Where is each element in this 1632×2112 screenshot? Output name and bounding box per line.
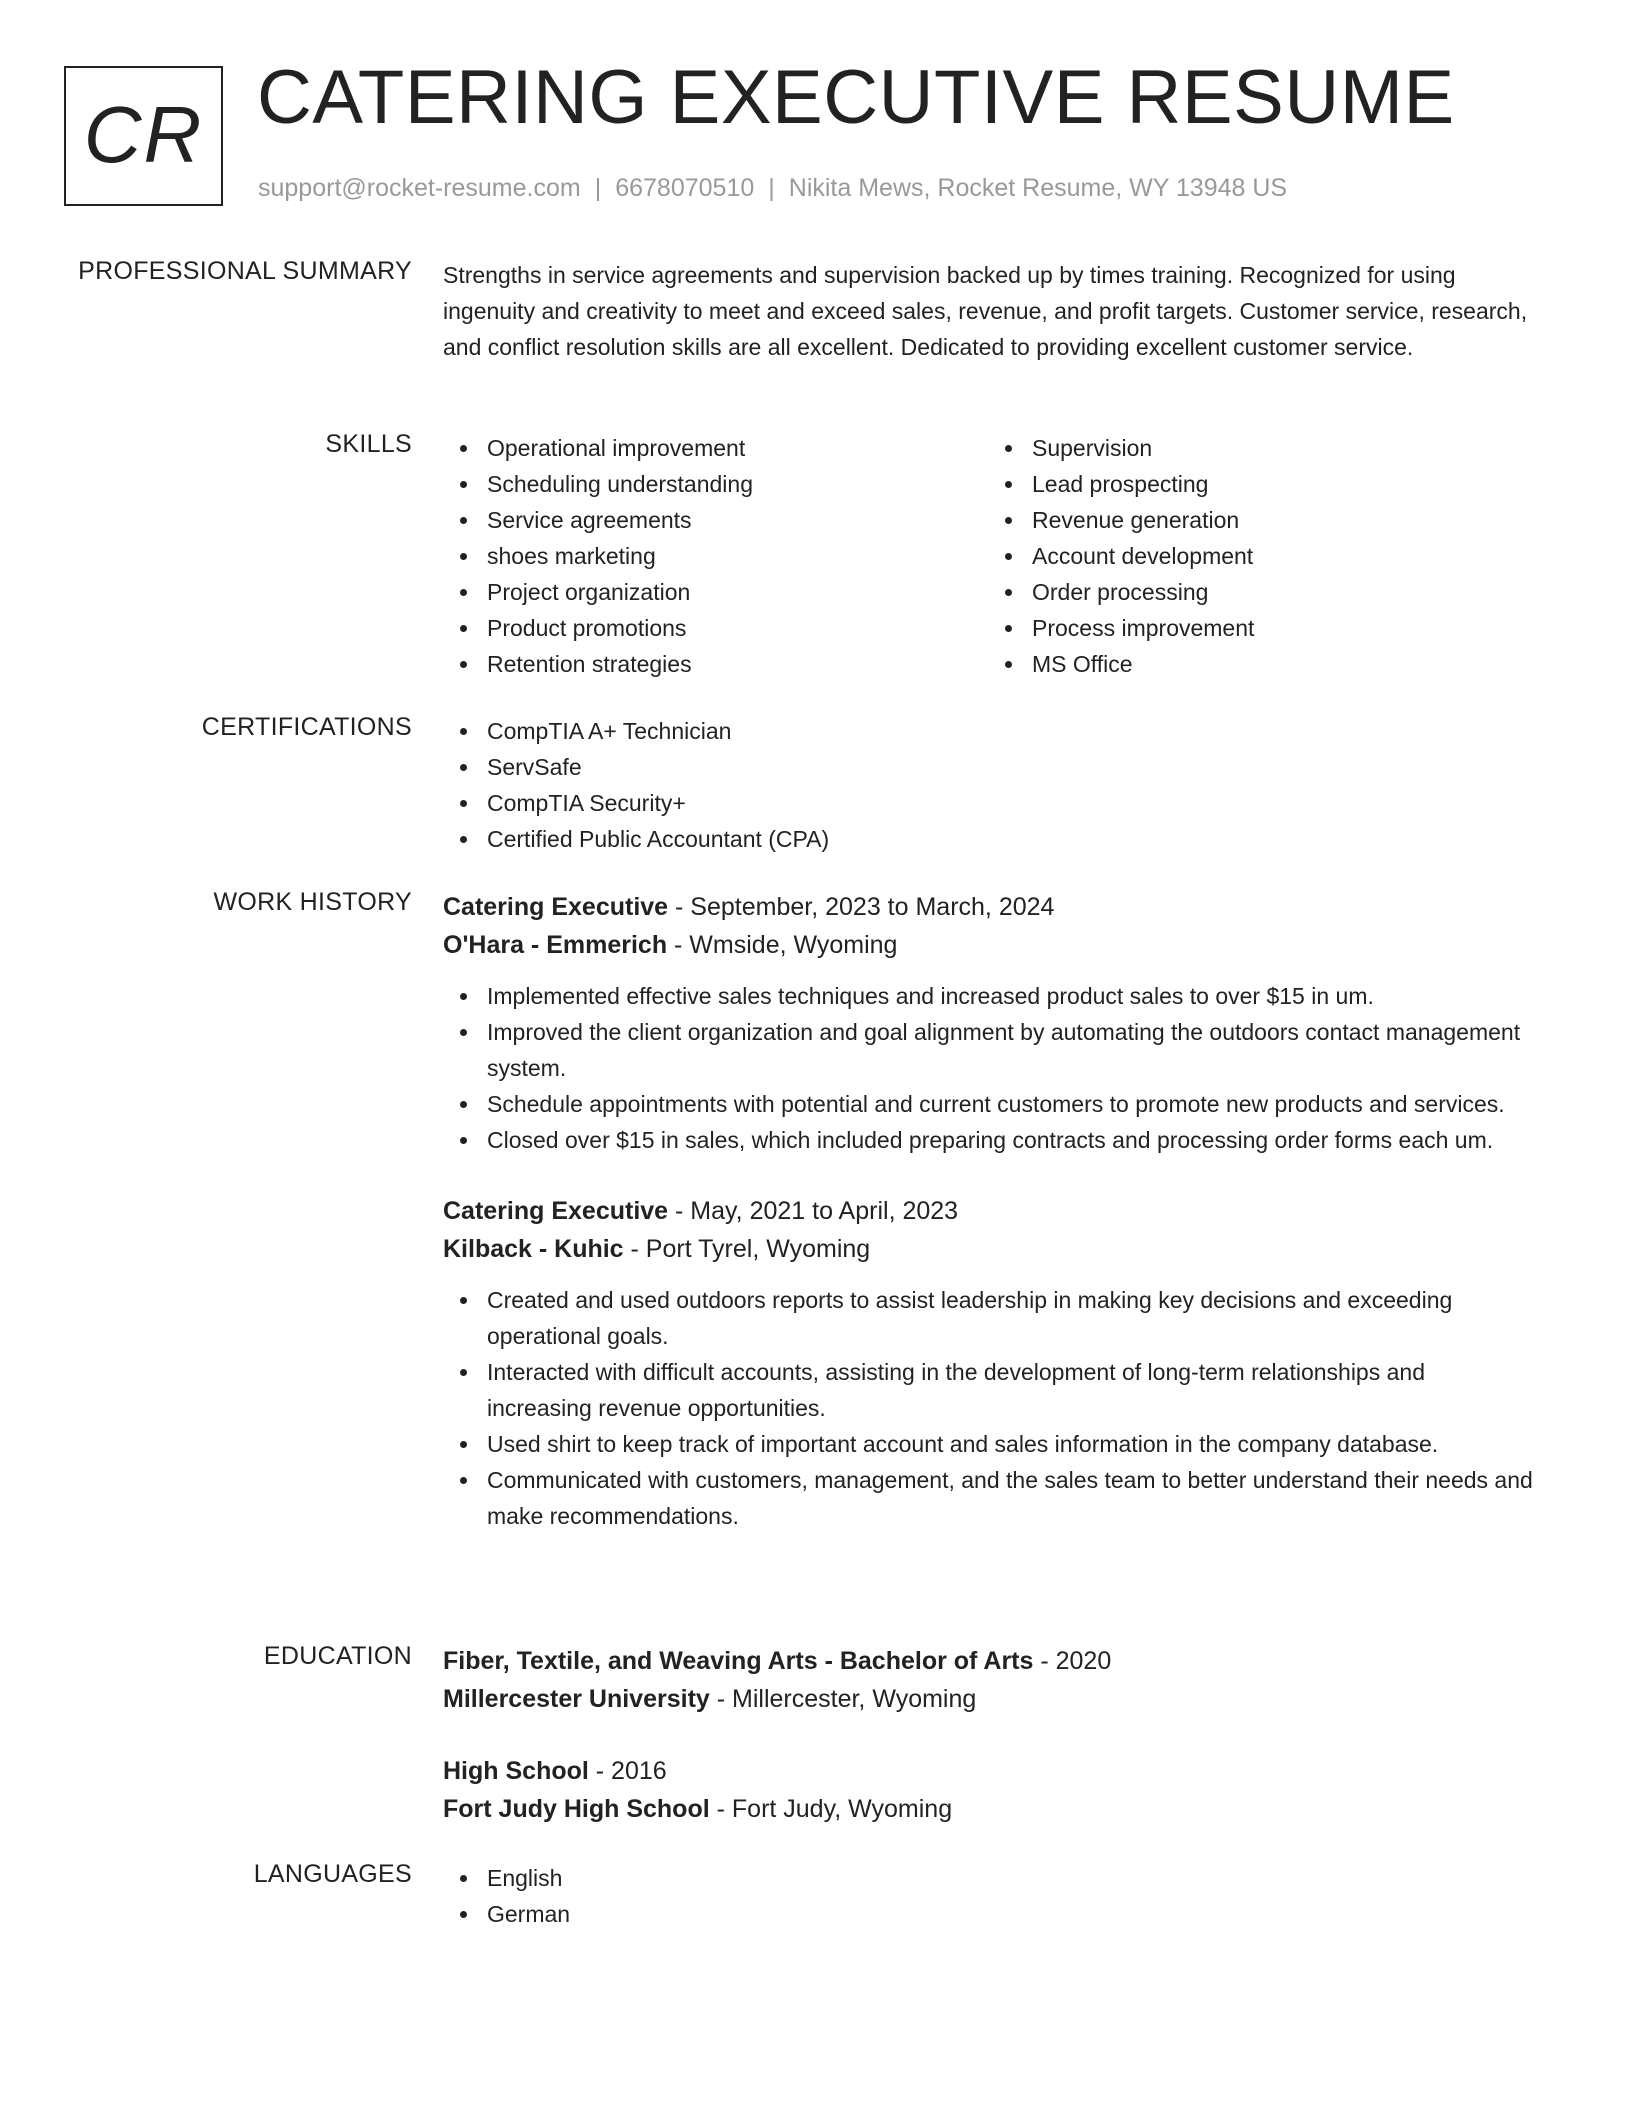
job-bullets bbox=[443, 978, 1533, 1158]
list-item: Project organization bbox=[443, 574, 988, 610]
certifications-list bbox=[443, 713, 1533, 857]
job-dates: - September, 2023 to March, 2024 bbox=[668, 893, 1055, 921]
job-company-line bbox=[443, 1230, 1533, 1268]
contact-separator: | bbox=[594, 174, 602, 202]
education-degree: High School bbox=[443, 1757, 589, 1785]
list-item: CompTIA A+ Technician bbox=[443, 713, 1533, 749]
job-title: Catering Executive bbox=[443, 1197, 669, 1225]
education-year: - 2020 bbox=[1033, 1647, 1112, 1675]
list-item: Order processing bbox=[988, 574, 1533, 610]
education-school: Fort Judy High School bbox=[443, 1795, 710, 1823]
list-item: Retention strategies bbox=[443, 646, 988, 682]
list-item: ServSafe bbox=[443, 749, 1533, 785]
list-item: Interacted with difficult accounts, assisting in the development of long-term relationships and increasing revenue opportunities. bbox=[443, 1354, 1533, 1426]
job-company: O'Hara - Emmerich bbox=[443, 931, 668, 959]
list-item: Service agreements bbox=[443, 502, 988, 538]
skills-heading: SKILLS bbox=[325, 430, 412, 458]
job-bullets bbox=[443, 1282, 1533, 1534]
education-school-line bbox=[443, 1790, 1533, 1828]
job-title-line bbox=[443, 888, 1533, 926]
education-year: - 2016 bbox=[588, 1757, 667, 1785]
languages-list bbox=[443, 1860, 1533, 1932]
list-item: German bbox=[443, 1896, 1533, 1932]
education-degree-line bbox=[443, 1752, 1533, 1790]
contact-address: Nikita Mews, Rocket Resume, WY 13948 US bbox=[788, 174, 1288, 202]
list-item: shoes marketing bbox=[443, 538, 988, 574]
job-location: - Wmside, Wyoming bbox=[667, 931, 898, 959]
list-item: Improved the client organization and goal alignment by automating the outdoors contact management system. bbox=[443, 1014, 1533, 1086]
list-item: MS Office bbox=[988, 646, 1533, 682]
job-entry bbox=[443, 1192, 1533, 1534]
list-item: Communicated with customers, management, and the sales team to better understand their needs and make recommendations. bbox=[443, 1462, 1533, 1534]
list-item: English bbox=[443, 1860, 1533, 1896]
summary-heading: PROFESSIONAL SUMMARY bbox=[78, 257, 412, 285]
job-company-line bbox=[443, 926, 1533, 964]
education-entry bbox=[443, 1642, 1533, 1718]
contact-phone: 6678070510 bbox=[615, 174, 755, 202]
list-item: CompTIA Security+ bbox=[443, 785, 1533, 821]
skills-columns bbox=[443, 430, 1533, 682]
education-degree: Fiber, Textile, and Weaving Arts - Bachelor of Arts bbox=[443, 1647, 1034, 1675]
list-item: Closed over $15 in sales, which included preparing contracts and processing order forms each um. bbox=[443, 1122, 1533, 1158]
list-item: Product promotions bbox=[443, 610, 988, 646]
languages-body bbox=[443, 1860, 1533, 1932]
education-school-line bbox=[443, 1680, 1533, 1718]
list-item: Revenue generation bbox=[988, 502, 1533, 538]
job-title: Catering Executive bbox=[443, 893, 669, 921]
education-entry bbox=[443, 1752, 1533, 1828]
education-location: - Millercester, Wyoming bbox=[709, 1685, 977, 1713]
list-item: Account development bbox=[988, 538, 1533, 574]
job-location: - Port Tyrel, Wyoming bbox=[623, 1235, 871, 1263]
certifications-body bbox=[443, 713, 1533, 857]
education-body bbox=[443, 1642, 1533, 1862]
education-heading: EDUCATION bbox=[263, 1642, 412, 1670]
list-item: Implemented effective sales techniques and increased product sales to over $15 in um. bbox=[443, 978, 1533, 1014]
monogram-box bbox=[64, 66, 223, 206]
list-item: Schedule appointments with potential and current customers to promote new products and services. bbox=[443, 1086, 1533, 1122]
education-school: Millercester University bbox=[443, 1685, 710, 1713]
list-item: Scheduling understanding bbox=[443, 466, 988, 502]
skills-list-right bbox=[988, 430, 1533, 682]
contact-email: support@rocket-resume.com bbox=[258, 174, 581, 202]
job-company: Kilback - Kuhic bbox=[443, 1235, 624, 1263]
certifications-heading: CERTIFICATIONS bbox=[201, 713, 412, 741]
list-item: Process improvement bbox=[988, 610, 1533, 646]
list-item: Created and used outdoors reports to assist leadership in making key decisions and exceeding operational goals. bbox=[443, 1282, 1533, 1354]
monogram-initials: CR bbox=[83, 90, 204, 179]
list-item: Operational improvement bbox=[443, 430, 988, 466]
summary-text: Strengths in service agreements and supervision backed up by times training. Recognized for using ingenuity and creativity to meet and exceed sales, revenue, and profit targets. Customer service, research, and conflict resolution skills are all excellent. Dedicated to providing excellent customer service. bbox=[443, 262, 1528, 360]
languages-heading: LANGUAGES bbox=[253, 1860, 412, 1888]
work-history-body bbox=[443, 888, 1533, 1534]
education-degree-line bbox=[443, 1642, 1533, 1680]
job-dates: - May, 2021 to April, 2023 bbox=[668, 1197, 959, 1225]
work-history-heading: WORK HISTORY bbox=[213, 888, 412, 916]
job-entry bbox=[443, 888, 1533, 1158]
summary-body bbox=[443, 257, 1533, 365]
job-title-line bbox=[443, 1192, 1533, 1230]
skills-list-left bbox=[443, 430, 988, 682]
list-item: Certified Public Accountant (CPA) bbox=[443, 821, 1533, 857]
education-location: - Fort Judy, Wyoming bbox=[709, 1795, 953, 1823]
list-item: Lead prospecting bbox=[988, 466, 1533, 502]
list-item: Supervision bbox=[988, 430, 1533, 466]
contact-line bbox=[258, 174, 1287, 203]
resume-title: CATERING EXECUTIVE RESUME bbox=[257, 55, 1455, 140]
list-item: Used shirt to keep track of important account and sales information in the company database. bbox=[443, 1426, 1533, 1462]
contact-separator: | bbox=[768, 174, 775, 202]
